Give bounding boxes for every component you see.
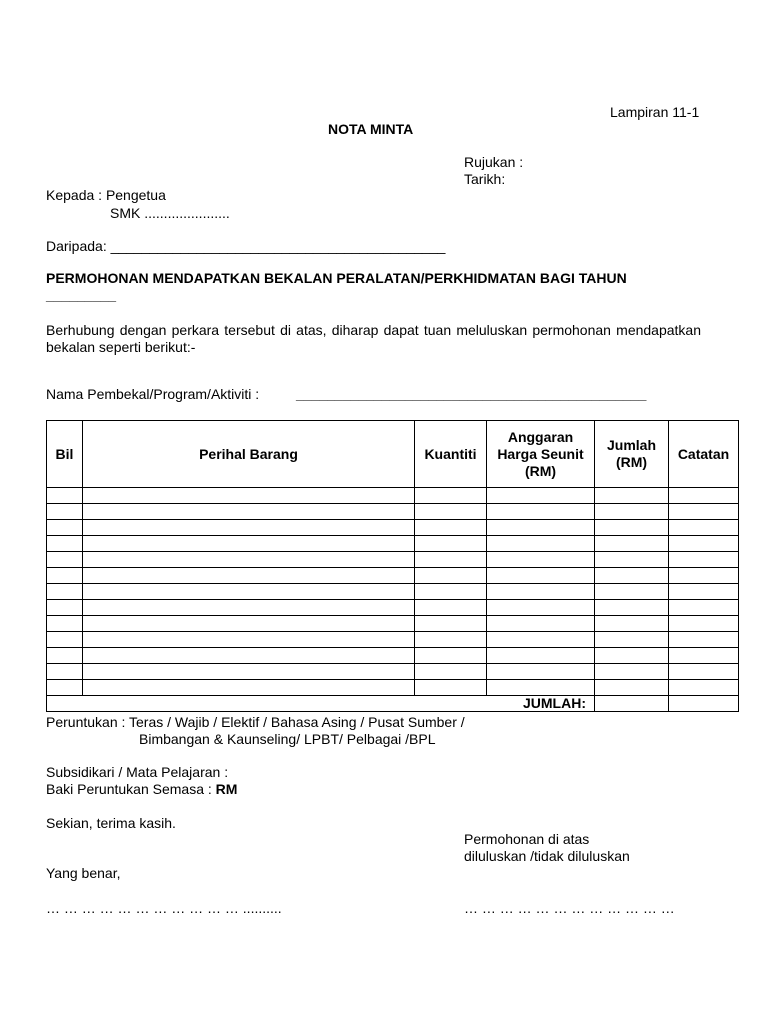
table-row xyxy=(47,600,739,616)
approval-line-1: Permohonan di atas xyxy=(464,831,590,847)
cell-bil[interactable] xyxy=(47,680,83,696)
cell-total[interactable] xyxy=(595,648,669,664)
thanks-line: Sekian, terima kasih. xyxy=(46,815,176,831)
cell-qty[interactable] xyxy=(415,648,487,664)
cell-total[interactable] xyxy=(595,536,669,552)
cell-notes[interactable] xyxy=(669,552,739,568)
cell-price[interactable] xyxy=(487,680,595,696)
cell-bil[interactable] xyxy=(47,600,83,616)
cell-total[interactable] xyxy=(595,488,669,504)
sincerely-line: Yang benar, xyxy=(46,865,121,881)
cell-notes[interactable] xyxy=(669,584,739,600)
school-line: SMK ...................... xyxy=(110,205,230,221)
cell-item[interactable] xyxy=(83,632,415,648)
table-row xyxy=(47,520,739,536)
cell-notes[interactable] xyxy=(669,664,739,680)
table-row xyxy=(47,488,739,504)
cell-item[interactable] xyxy=(83,552,415,568)
cell-total[interactable] xyxy=(595,520,669,536)
cell-notes[interactable] xyxy=(669,536,739,552)
table-row xyxy=(47,648,739,664)
balance-currency: RM xyxy=(215,781,238,797)
cell-price[interactable] xyxy=(487,600,595,616)
cell-bil[interactable] xyxy=(47,488,83,504)
column-header-price: Anggaran Harga Seunit (RM) xyxy=(487,421,595,488)
cell-item[interactable] xyxy=(83,504,415,520)
cell-price[interactable] xyxy=(487,504,595,520)
table-row xyxy=(47,664,739,680)
table-row xyxy=(47,568,739,584)
cell-bil[interactable] xyxy=(47,536,83,552)
cell-notes[interactable] xyxy=(669,504,739,520)
cell-total[interactable] xyxy=(595,616,669,632)
table-row xyxy=(47,552,739,568)
cell-qty[interactable] xyxy=(415,664,487,680)
table-row xyxy=(47,584,739,600)
cell-notes[interactable] xyxy=(669,680,739,696)
cell-total[interactable] xyxy=(595,632,669,648)
supplier-blank: _____________________________________________ xyxy=(296,386,647,402)
table-row xyxy=(47,536,739,552)
column-header-total: Jumlah (RM) xyxy=(595,421,669,488)
cell-price[interactable] xyxy=(487,488,595,504)
column-header-qty: Kuantiti xyxy=(415,421,487,488)
table-body xyxy=(47,488,739,712)
attachment-label: Lampiran 11-1 xyxy=(610,104,700,120)
column-header-notes: Catatan xyxy=(669,421,739,488)
cell-item[interactable] xyxy=(83,600,415,616)
cell-item[interactable] xyxy=(83,568,415,584)
cell-total[interactable] xyxy=(595,680,669,696)
cell-price[interactable] xyxy=(487,552,595,568)
cell-price[interactable] xyxy=(487,616,595,632)
balance-line xyxy=(46,781,237,798)
cell-bil[interactable] xyxy=(47,632,83,648)
cell-qty[interactable] xyxy=(415,568,487,584)
cell-bil[interactable] xyxy=(47,584,83,600)
balance-label: Baki Peruntukan Semasa : xyxy=(46,781,212,797)
total-label: JUMLAH: xyxy=(83,696,595,712)
cell-notes[interactable] xyxy=(669,600,739,616)
total-notes-cell[interactable] xyxy=(669,696,739,712)
approval-line-2: diluluskan /tidak diluluskan xyxy=(464,848,630,864)
cell-item[interactable] xyxy=(83,520,415,536)
cell-total[interactable] xyxy=(595,600,669,616)
cell-total[interactable] xyxy=(595,664,669,680)
cell-notes[interactable] xyxy=(669,632,739,648)
cell-bil[interactable] xyxy=(47,664,83,680)
cell-bil[interactable] xyxy=(47,520,83,536)
cell-item[interactable] xyxy=(83,616,415,632)
cell-qty[interactable] xyxy=(415,616,487,632)
column-header-bil: Bil xyxy=(47,421,83,488)
cell-price[interactable] xyxy=(487,632,595,648)
document-title: NOTA MINTA xyxy=(328,121,414,137)
total-row xyxy=(47,696,739,712)
cell-total[interactable] xyxy=(595,584,669,600)
cell-total[interactable] xyxy=(595,504,669,520)
total-row-spacer xyxy=(47,696,83,712)
cell-notes[interactable] xyxy=(669,520,739,536)
cell-price[interactable] xyxy=(487,584,595,600)
cell-notes[interactable] xyxy=(669,648,739,664)
items-table xyxy=(46,420,739,712)
reference-label: Rujukan : xyxy=(464,154,524,170)
cell-item[interactable] xyxy=(83,680,415,696)
cell-qty[interactable] xyxy=(415,504,487,520)
cell-qty[interactable] xyxy=(415,680,487,696)
cell-item[interactable] xyxy=(83,488,415,504)
subject-heading: PERMOHONAN MENDAPATKAN BEKALAN PERALATAN/PERKHIDMATAN BAGI TAHUN xyxy=(46,270,627,286)
cell-item[interactable] xyxy=(83,648,415,664)
cell-price[interactable] xyxy=(487,520,595,536)
cell-qty[interactable] xyxy=(415,536,487,552)
cell-item[interactable] xyxy=(83,536,415,552)
subject-year-blank: _________ xyxy=(46,287,117,303)
date-label: Tarikh: xyxy=(464,171,506,187)
allocation-line-1: Peruntukan : Teras / Wajib / Elektif / Bahasa Asing / Pusat Sumber / xyxy=(46,714,465,730)
request-paragraph: Berhubung dengan perkara tersebut di atas, diharap dapat tuan meluluskan permohonan mendapatkan bekalan seperti berikut:- xyxy=(46,322,701,355)
cell-price[interactable] xyxy=(487,536,595,552)
column-header-item: Perihal Barang xyxy=(83,421,415,488)
cell-notes[interactable] xyxy=(669,568,739,584)
cell-notes[interactable] xyxy=(669,488,739,504)
cell-total[interactable] xyxy=(595,568,669,584)
cell-price[interactable] xyxy=(487,648,595,664)
cell-qty[interactable] xyxy=(415,600,487,616)
sender-line: Daripada: ___________________________________________ xyxy=(46,238,446,254)
signature-line-left: … … … … … … … … … … … .......... xyxy=(46,900,282,916)
total-amount-cell[interactable] xyxy=(595,696,669,712)
table-row xyxy=(47,632,739,648)
cell-qty[interactable] xyxy=(415,584,487,600)
cell-qty[interactable] xyxy=(415,552,487,568)
cell-qty[interactable] xyxy=(415,488,487,504)
cell-bil[interactable] xyxy=(47,568,83,584)
cell-item[interactable] xyxy=(83,584,415,600)
cell-item[interactable] xyxy=(83,664,415,680)
cell-bil[interactable] xyxy=(47,552,83,568)
table-header-row xyxy=(47,421,739,488)
recipient-line: Kepada : Pengetua xyxy=(46,187,166,203)
cell-qty[interactable] xyxy=(415,632,487,648)
cell-notes[interactable] xyxy=(669,616,739,632)
cell-price[interactable] xyxy=(487,664,595,680)
cell-total[interactable] xyxy=(595,552,669,568)
table-row xyxy=(47,504,739,520)
subsidiary-label: Subsidikari / Mata Pelajaran : xyxy=(46,764,229,780)
supplier-label: Nama Pembekal/Program/Aktiviti : xyxy=(46,386,260,402)
table-row xyxy=(47,680,739,696)
cell-bil[interactable] xyxy=(47,648,83,664)
cell-qty[interactable] xyxy=(415,520,487,536)
table-row xyxy=(47,616,739,632)
cell-bil[interactable] xyxy=(47,504,83,520)
cell-price[interactable] xyxy=(487,568,595,584)
cell-bil[interactable] xyxy=(47,616,83,632)
allocation-line-2: Bimbangan & Kaunseling/ LPBT/ Pelbagai /BPL xyxy=(139,731,436,747)
signature-line-right: … … … … … … … … … … … … xyxy=(464,900,675,916)
